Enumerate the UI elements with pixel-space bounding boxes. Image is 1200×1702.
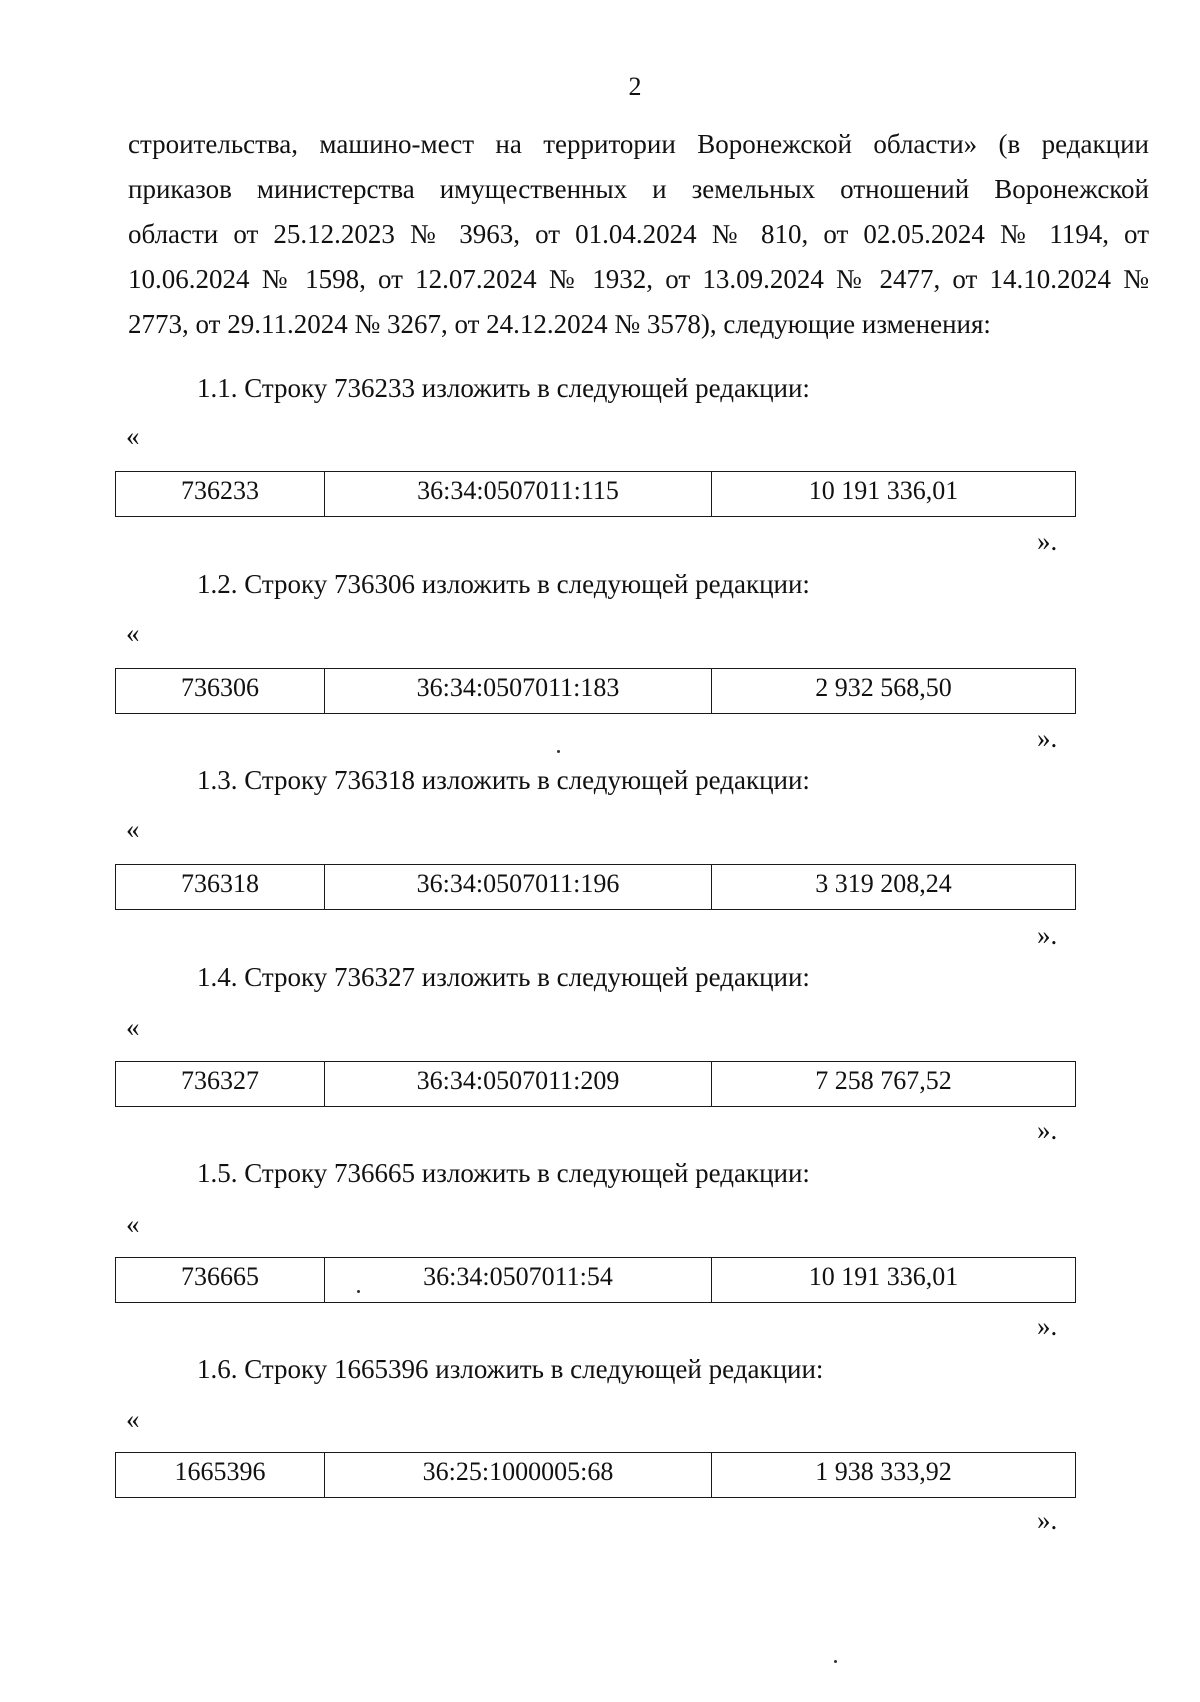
intro-line: 2773, от 29.11.2024 № 3267, от 24.12.2024 № 3578), следующие изменения: [128, 309, 991, 339]
opening-quote: « [126, 1209, 140, 1239]
table-row [115, 1452, 1076, 1498]
closing-quote: ». [1037, 1115, 1058, 1145]
item-heading: 1.5. Строку 736665 изложить в следующей редакции: [197, 1158, 810, 1188]
table-row [115, 1257, 1076, 1303]
scan-speck [834, 1660, 837, 1663]
table-row [115, 471, 1076, 517]
cadastral-value-cell: 7 258 767,52 [815, 1066, 952, 1095]
opening-quote: « [126, 618, 140, 648]
intro-line: приказов министерства имущественных и земельных отношений Воронежской [128, 174, 1149, 204]
opening-quote: « [126, 1012, 140, 1042]
table-row [115, 668, 1076, 714]
opening-quote: « [126, 1404, 140, 1434]
row-number-cell: 736665 [116, 1258, 325, 1302]
opening-quote: « [126, 814, 140, 844]
closing-quote: ». [1037, 723, 1058, 753]
closing-quote: ». [1037, 1311, 1058, 1341]
closing-quote: ». [1037, 920, 1058, 950]
row-number-cell: 736318 [116, 865, 325, 909]
closing-quote: ». [1037, 526, 1058, 556]
page-number: 2 [628, 72, 642, 101]
cadastral-value-cell: 10 191 336,01 [808, 476, 959, 505]
cadastral-value-cell: 1 938 333,92 [815, 1457, 952, 1486]
opening-quote: « [126, 421, 140, 451]
closing-quote: ». [1037, 1505, 1058, 1535]
item-heading: 1.2. Строку 736306 изложить в следующей редакции: [197, 569, 810, 599]
row-number-cell: 736306 [116, 669, 325, 713]
cadastral-value-cell: 3 319 208,24 [815, 869, 952, 898]
intro-line: области от 25.12.2023 № 3963, от 01.04.2024 № 810, от 02.05.2024 № 1194, от [128, 219, 1149, 249]
item-heading: 1.6. Строку 1665396 изложить в следующей редакции: [197, 1354, 824, 1384]
cadastral-number-cell: 36:34:0507011:54 [325, 1258, 712, 1302]
cadastral-value-cell: 2 932 568,50 [815, 673, 952, 702]
intro-line: строительства, машино-мест на территории Воронежской области» (в редакции [128, 129, 1149, 159]
intro-paragraph [128, 122, 1149, 347]
cadastral-number-cell: 36:25:1000005:68 [325, 1453, 712, 1497]
item-heading: 1.3. Строку 736318 изложить в следующей редакции: [197, 765, 810, 795]
scan-speck [357, 1290, 360, 1293]
cadastral-value-cell: 10 191 336,01 [808, 1262, 959, 1291]
item-heading: 1.4. Строку 736327 изложить в следующей редакции: [197, 962, 810, 992]
cadastral-number-cell: 36:34:0507011:209 [325, 1062, 712, 1106]
scan-speck [557, 750, 560, 753]
cadastral-number-cell: 36:34:0507011:115 [325, 472, 712, 516]
table-row [115, 1061, 1076, 1107]
item-heading: 1.1. Строку 736233 изложить в следующей редакции: [197, 373, 810, 403]
cadastral-number-cell: 36:34:0507011:183 [325, 669, 712, 713]
row-number-cell: 1665396 [116, 1453, 325, 1497]
intro-line: 10.06.2024 № 1598, от 12.07.2024 № 1932, от 13.09.2024 № 2477, от 14.10.2024 № [128, 264, 1149, 294]
cadastral-number-cell: 36:34:0507011:196 [325, 865, 712, 909]
row-number-cell: 736233 [116, 472, 325, 516]
row-number-cell: 736327 [116, 1062, 325, 1106]
table-row [115, 864, 1076, 910]
